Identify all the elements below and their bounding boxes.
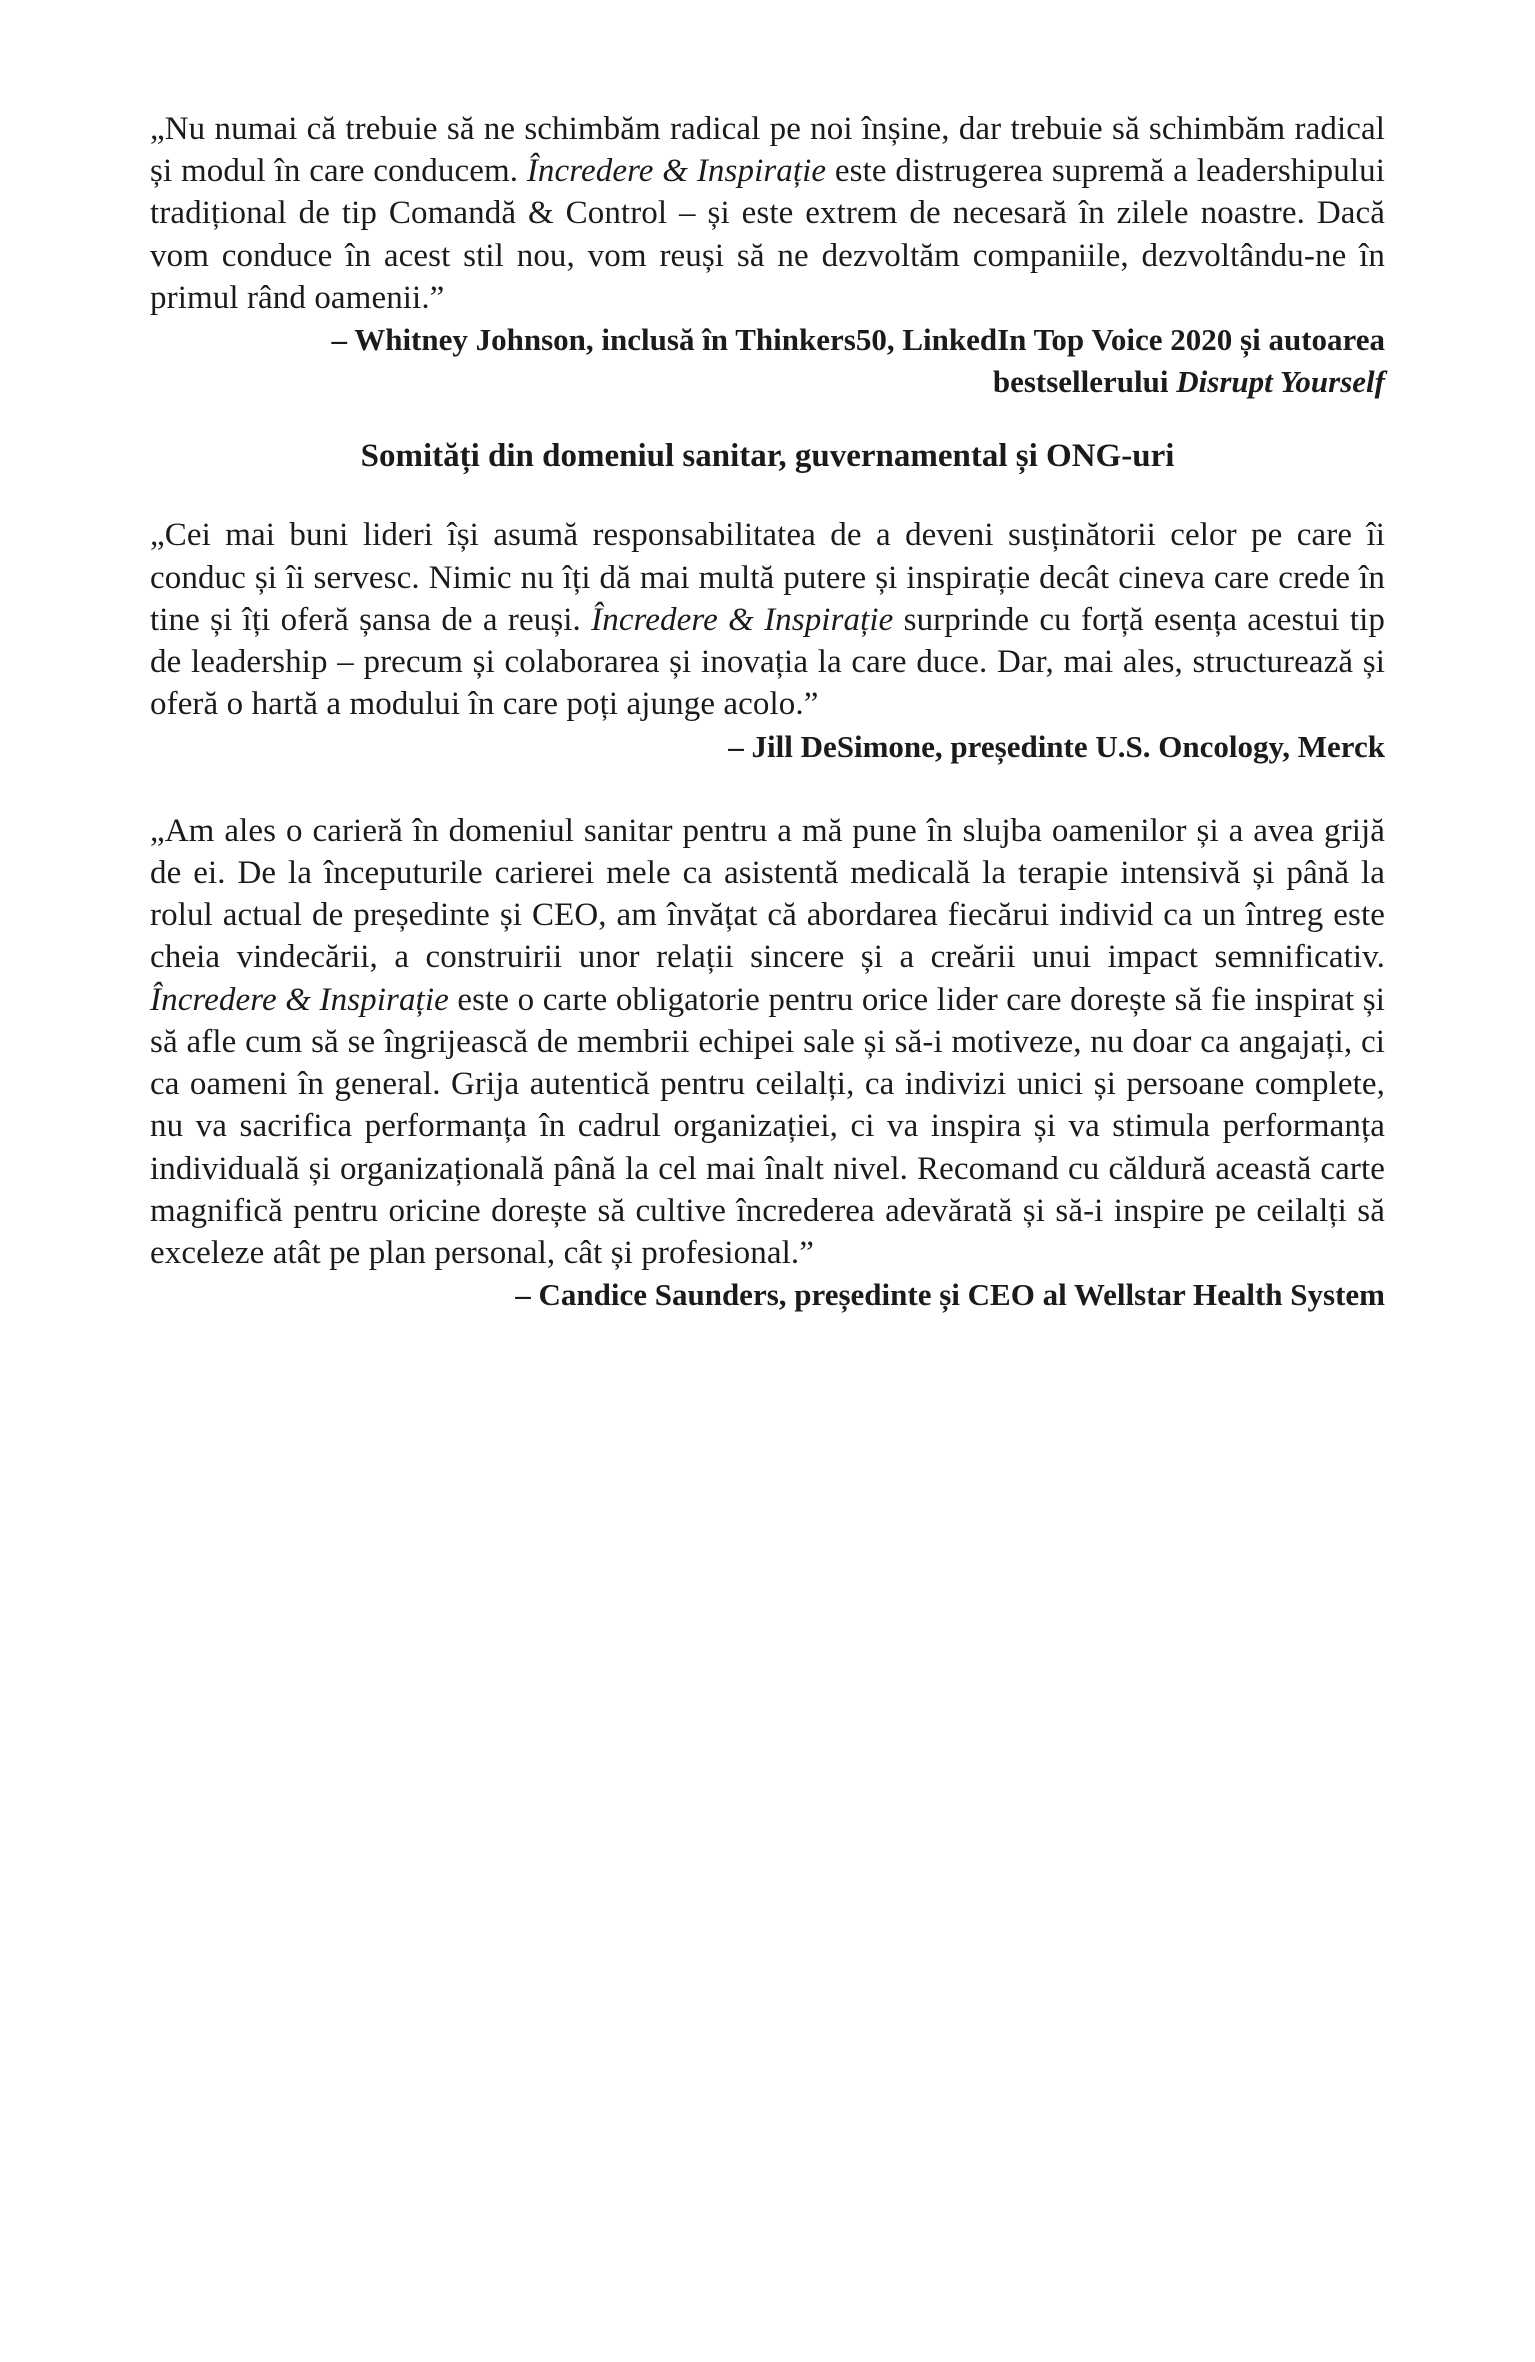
attribution-jill-desimone: – Jill DeSimone, președinte U.S. Oncology, Merck: [728, 728, 1385, 764]
attribution-1-book-title: Disrupt Yourself: [1176, 364, 1385, 400]
quote-3-text-post: este o carte obligatorie pentru orice lider care dorește să fie inspirat și să afle cum să se îngrijească de membrii echipei sale și să-i motiveze, nu doar ca angajați, ci ca oameni în general. Grija autentică pentru ceilalți, ca indivizi unici și persoane complete, nu va sacrifica performanța în cadrul organizației, ci va inspira și va stimula performanța individuală și organizațională până la cel mai înalt nivel. Recomand cu căldură această carte magnifică pentru oricine dorește să cultive încrederea adevărată și să-i inspire pe ceilalți să exceleze atât pe plan personal, cât și profesional.”: [150, 981, 1386, 1272]
quote-1-text-post: este distrugerea supremă a leadershipului tradițional de tip Comandă & Control – și este extrem de necesară în zilele noastre. Dacă vom conduce în acest stil nou, vom reuși să ne dezvoltăm companiile, dezvoltându-ne în primul rând oamenii.”: [150, 153, 1385, 316]
quote-2-text-pre: „Cei mai buni lideri își asumă responsabilitatea de a deveni susținătorii celor pe care îi conduc și îi servesc. Nimic nu îți dă mai multă putere și inspirație decât cineva care crede în tine și îți oferă șansa de a reuși.: [150, 517, 1385, 638]
section-heading: Somități din domeniul sanitar, guvernamental și ONG-uri: [360, 438, 1175, 475]
quote-2-book-title: Încredere & Inspirație: [591, 601, 894, 638]
attribution-whitney-johnson: [150, 319, 1385, 403]
quote-2-text-post: surprinde cu forță esența acestui tip de leadership – precum și colaborarea și inovația la care duce. Dar, mai ales, structurează și oferă o hartă a modului în care poți ajunge acolo.”: [150, 601, 1385, 723]
endorsement-quote-2: [150, 514, 1385, 725]
quote-1-text-pre: „Nu numai că trebuie să ne schimbăm radical pe noi înșine, dar trebuie să schimbăm radical și modul în care conducem.: [150, 111, 1385, 190]
endorsement-quote-3: [150, 810, 1385, 1275]
attribution-1-text: – Whitney Johnson, inclusă în Thinkers50, LinkedIn Top Voice 2020 și autoarea bestsellerului: [331, 322, 1385, 400]
attribution-candice-saunders: – Candice Saunders, președinte și CEO al Wellstar Health System: [515, 1277, 1385, 1313]
quote-3-text-pre: „Am ales o carieră în domeniul sanitar pentru a mă pune în slujba oamenilor și a avea grijă de ei. De la începuturile carierei mele ca asistentă medicală la terapie intensivă și până la rolul actual de președinte și CEO, am învățat că abordarea fiecărui individ ca un întreg este cheia vindecării, a construirii unor relații sincere și a creării unui impact semnificativ.: [150, 812, 1385, 976]
endorsement-quote-1: [150, 108, 1385, 319]
quote-1-book-title: Încredere & Inspirație: [526, 153, 827, 190]
quote-3-book-title: Încredere & Inspirație: [150, 981, 449, 1018]
